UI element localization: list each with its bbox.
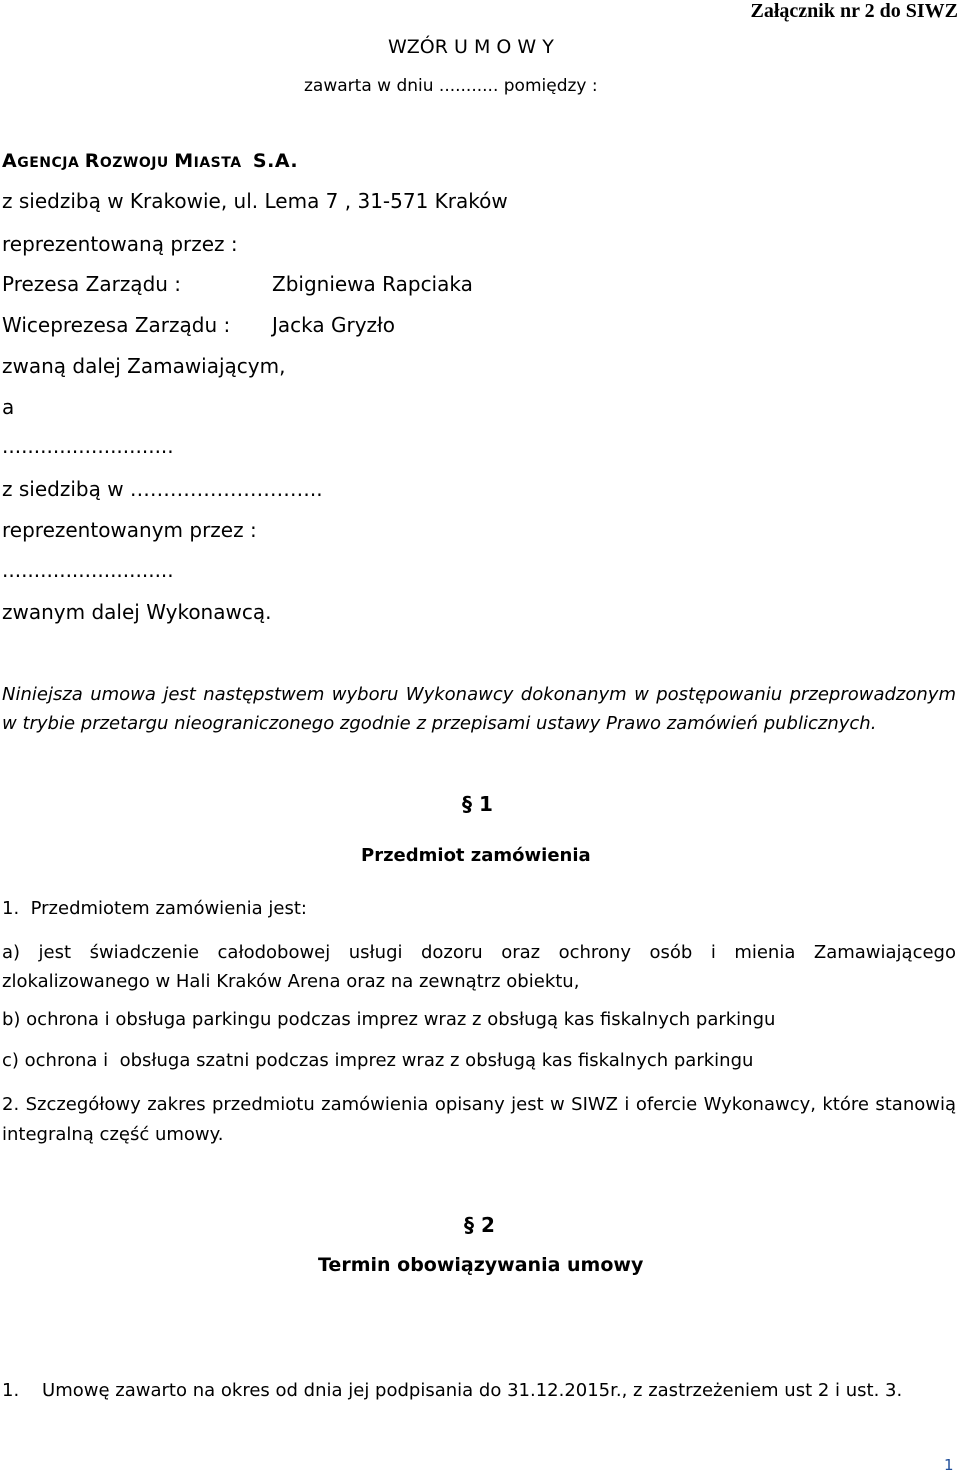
section-1-item-1: 1. Przedmiotem zamówienia jest: <box>2 898 307 919</box>
party-a-called: zwaną dalej Zamawiającym, <box>2 354 286 378</box>
section-2-number: § 2 <box>464 1213 495 1237</box>
preamble-paragraph: Niniejsza umowa jest następstwem wyboru Wykonawcy dokonanym w postępowaniu przeprowadzonym w trybie przetargu nieograniczonego zgodnie z przepisami ustawy Prawo zamówień publicznych. <box>2 684 956 734</box>
document-subtitle: zawarta w dniu ........... pomiędzy : <box>304 76 598 96</box>
party-a-address: z siedzibą w Krakowie, ul. Lema 7 , 31-571 Kraków <box>2 189 508 213</box>
party-a-name-part: GENCJA <box>17 155 85 171</box>
party-b-name-blank: ........................... <box>2 434 174 458</box>
president-label: Prezesa Zarządu : <box>2 272 182 296</box>
party-b-called: zwanym dalej Wykonawcą. <box>2 600 272 624</box>
party-b-conjunction: a <box>2 395 15 419</box>
president-name: Zbigniewa Rapciaka <box>272 272 473 296</box>
party-a-name-part: IASTA <box>193 155 247 171</box>
party-a-name <box>2 150 298 172</box>
vice-president-name: Jacka Gryzło <box>272 313 395 337</box>
section-1-number: § 1 <box>462 792 493 816</box>
party-a-name-part: A <box>2 150 18 172</box>
party-b-represented-by: reprezentowanym przez : <box>2 518 257 542</box>
attachment-label: Załącznik nr 2 do SIWZ <box>750 0 958 22</box>
party-a-name-part: M <box>174 150 194 172</box>
vice-president-label: Wiceprezesa Zarządu : <box>2 313 231 337</box>
section-2-title: Termin obowiązywania umowy <box>318 1254 644 1276</box>
section-2-item-1: 1. Umowę zawarto na okres od dnia jej podpisania do 31.12.2015r., z zastrzeżeniem ust 2 i ust. 3. <box>2 1380 903 1401</box>
party-b-seat: z siedzibą w ……………………….. <box>2 477 323 501</box>
party-b-rep-blank: ........................... <box>2 558 174 582</box>
party-a-name-part: S.A. <box>252 150 299 172</box>
section-1-item-b: b) ochrona i obsługa parkingu podczas imprez wraz z obsługą kas fiskalnych parkingu <box>2 1009 776 1030</box>
section-1-item-a: a) jest świadczenie całodobowej usługi dozoru oraz ochrony osób i mienia Zamawiającego zlokalizowanego w Hali Kraków Arena oraz na zewnątrz obiektu, <box>2 942 956 992</box>
section-1-item-c: c) ochrona i obsługa szatni podczas imprez wraz z obsługą kas fiskalnych parkingu <box>2 1050 754 1071</box>
section-1-item-2: 2. Szczegółowy zakres przedmiotu zamówienia opisany jest w SIWZ i ofercie Wykonawcy, które stanowią integralną część umowy. <box>2 1094 956 1145</box>
party-a-represented-by: reprezentowaną przez : <box>2 232 238 256</box>
party-a-name-part: R <box>84 150 100 172</box>
page-number: 1 <box>944 1456 954 1474</box>
party-a-name-part: OZWOJU <box>99 155 175 171</box>
document-title: WZÓR U M O W Y <box>388 36 554 58</box>
section-1-title: Przedmiot zamówienia <box>361 845 591 866</box>
